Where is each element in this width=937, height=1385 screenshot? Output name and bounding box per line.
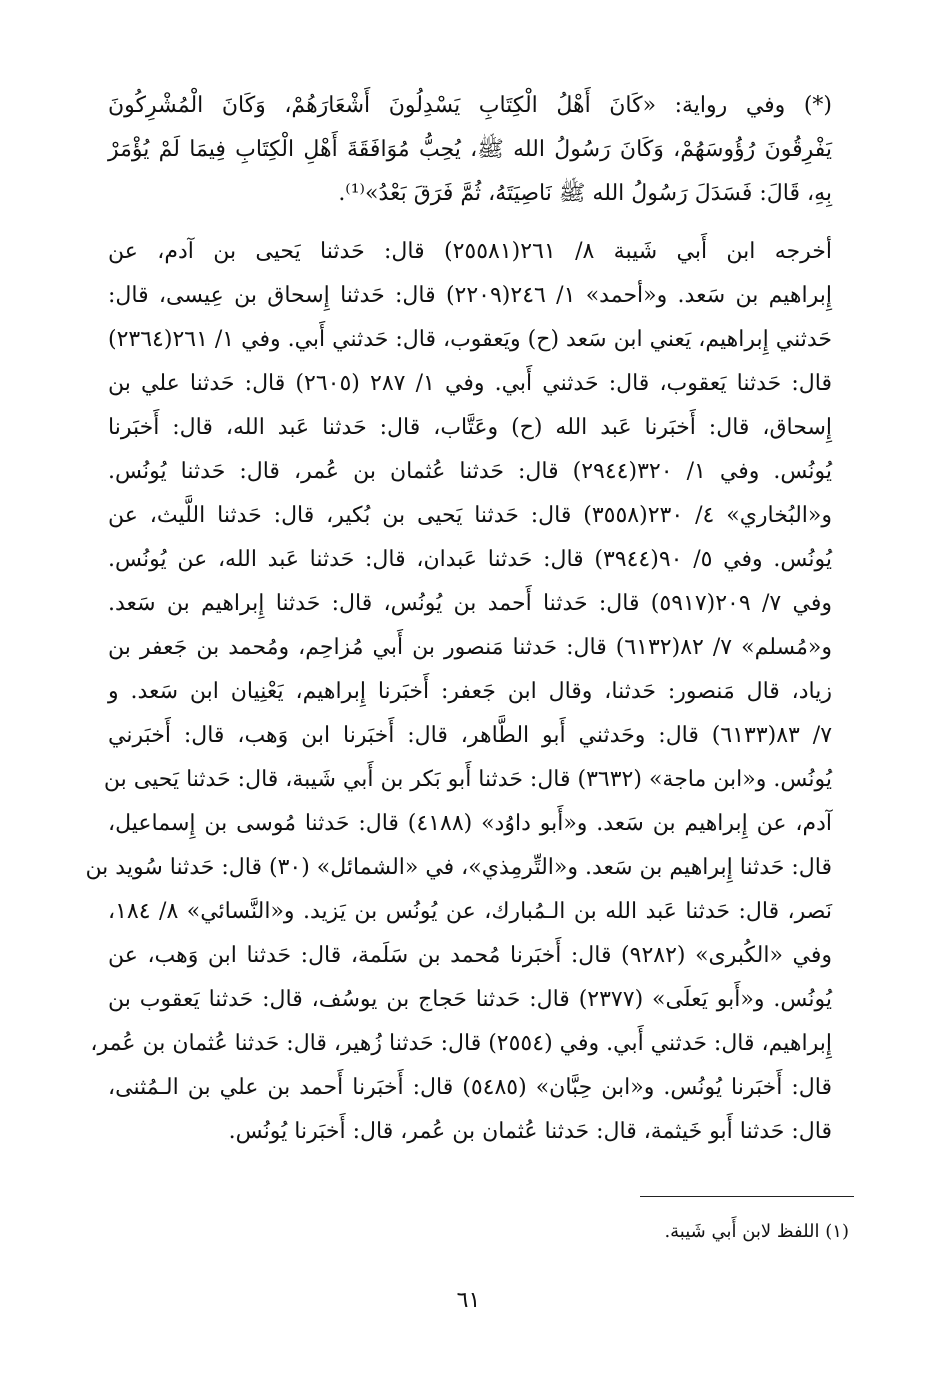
text-line: نَصر، قال: حَدثنا عَبد الله بن الـمُبارك، عن يُونُس بن يَزيد. و«النَّسائي» ٨/ ١٨٤، <box>108 899 832 924</box>
text-line: إِبراهيم بن سَعد. و«أحمد» ١/ ٢٤٦(٢٢٠٩) قال: حَدثنا إِسحاق بن عِيسى، قال: <box>108 283 833 308</box>
text-line: يُونُس. وفي ١/ ٣٢٠(٢٩٤٤) قال: حَدثنا عُثمان بن عُمر، قال: حَدثنا يُونُس. <box>108 459 833 484</box>
main-text <box>85 84 833 1154</box>
text-line: إِبراهيم، قال: حَدثني أَبي. وفي (٢٥٥٤) قال: حَدثنا زُهير، قال: حَدثنا عُثمان بن عُمر، <box>90 1031 832 1056</box>
text-line: زياد، قال مَنصور: حَدثنا، وقال ابن جَعفر: أَخبَرنا إِبراهيم، يَعْنِيان ابن سَعد. و <box>108 679 832 704</box>
text-line: آدم، عن إِبراهيم بن سَعد. و«أَبو داوُد» (٤١٨٨) قال: حَدثنا مُوسى بن إِسماعيل، <box>108 811 833 836</box>
text-line: إِسحاق، قال: أَخبَرنا عَبد الله (ح) وعَتَّاب، قال: حَدثنا عَبد الله، قال: أَخبَرنا <box>108 415 832 440</box>
text-line: يُونُس. وفي ٥/ ٩٠(٣٩٤٤) قال: حَدثنا عَبدان، قال: حَدثنا عَبد الله، عن يُونُس. <box>108 547 833 572</box>
text-line: (*) وفي رواية: «كَانَ أَهْلُ الْكِتَابِ يَسْدِلُونَ أَشْعَارَهُمْ، وَكَانَ الْمُشْرِكُونَ <box>108 93 832 118</box>
text-line: بِهِ، قَالَ: فَسَدَلَ رَسُولُ الله ﷺ نَاصِيَتَهُ، ثُمَّ فَرَقَ بَعْدُ»⁽¹⁾. <box>338 181 832 206</box>
text-line: قال: أَخبَرنا يُونُس. و«ابن حِبَّان» (٥٤٨٥) قال: أَخبَرنا أَحمد بن علي بن الـمُثنى، <box>108 1075 832 1100</box>
text-line: قال: حَدثنا إِبراهيم بن سَعد. و«التِّرمِذي»، في «الشمائل» (٣٠) قال: حَدثنا سُويد بن <box>85 855 832 880</box>
text-line: قال: حَدثنا أَبو خَيثمة، قال: حَدثنا عُثمان بن عُمر، قال: أَخبَرنا يُونُس. <box>228 1119 832 1144</box>
footnote: (١) اللفظ لابن أَبي شَيبة. <box>664 1221 849 1242</box>
text-line: قال: حَدثنا يَعقوب، قال: حَدثني أَبي. وفي ١/ ٢٨٧ (٢٦٠٥) قال: حَدثنا علي بن <box>108 371 833 396</box>
text-line: وفي ٧/ ٢٠٩(٥٩١٧) قال: حَدثنا أَحمد بن يُونُس، قال: حَدثنا إِبراهيم بن سَعد. <box>108 591 832 616</box>
text-line: يُونُس. و«أَبو يَعلَى» (٢٣٧٧) قال: حَدثنا حَجاج بن يوسُف، قال: حَدثنا يَعقوب بن <box>108 987 832 1012</box>
text-line: أخرجه ابن أَبي شَيبة ٨/ ٢٦١(٢٥٥٨١) قال: حَدثنا يَحيى بن آدم، عن <box>108 239 833 264</box>
text-line: يُونُس. و«ابن ماجة» (٣٦٣٢) قال: حَدثنا أَبو بَكر بن أَبي شَيبة، قال: حَدثنا يَحيى بن <box>103 767 832 792</box>
text-line: حَدثني إِبراهيم، يَعني ابن سَعد (ح) ويَعقوب، قال: حَدثني أَبي. وفي ١/ ٢٦١(٢٣٦٤) <box>107 327 832 352</box>
text-line: يَفْرِقُونَ رُؤُوسَهُمْ، وَكَانَ رَسُولُ الله ﷺ، يُحِبُّ مُوَافَقَةَ أَهْلِ الْكِتَابِ فِيمَا لَمْ يُؤْمَرْ <box>108 137 832 162</box>
text-line: وفي «الكُبرى» (٩٢٨٢) قال: أَخبَرنا مُحمد بن سَلَمة، قال: حَدثنا ابن وَهب، عن <box>108 943 832 968</box>
text-line: ٧/ ٨٣(٦١٣٣) قال: وحَدثني أَبو الطَّاهر، قال: أَخبَرنا ابن وَهب، قال: أَخبَرني <box>108 723 833 748</box>
footnote-divider <box>640 1196 854 1197</box>
page-number: ٦١ <box>456 1288 481 1313</box>
text-line: و«البُخاري» ٤/ ٢٣٠(٣٥٥٨) قال: حَدثنا يَحيى بن بُكير، قال: حَدثنا اللَّيث، عن <box>108 503 832 528</box>
hadith-paragraph <box>108 84 832 216</box>
takhrij-paragraph <box>85 230 833 1154</box>
text-line: و«مُسلم» ٧/ ٨٢(٦١٣٢) قال: حَدثنا مَنصور بن أَبي مُزاحِم، ومُحمد بن جَعفر بن <box>108 635 833 660</box>
paragraph-gap <box>108 216 832 230</box>
